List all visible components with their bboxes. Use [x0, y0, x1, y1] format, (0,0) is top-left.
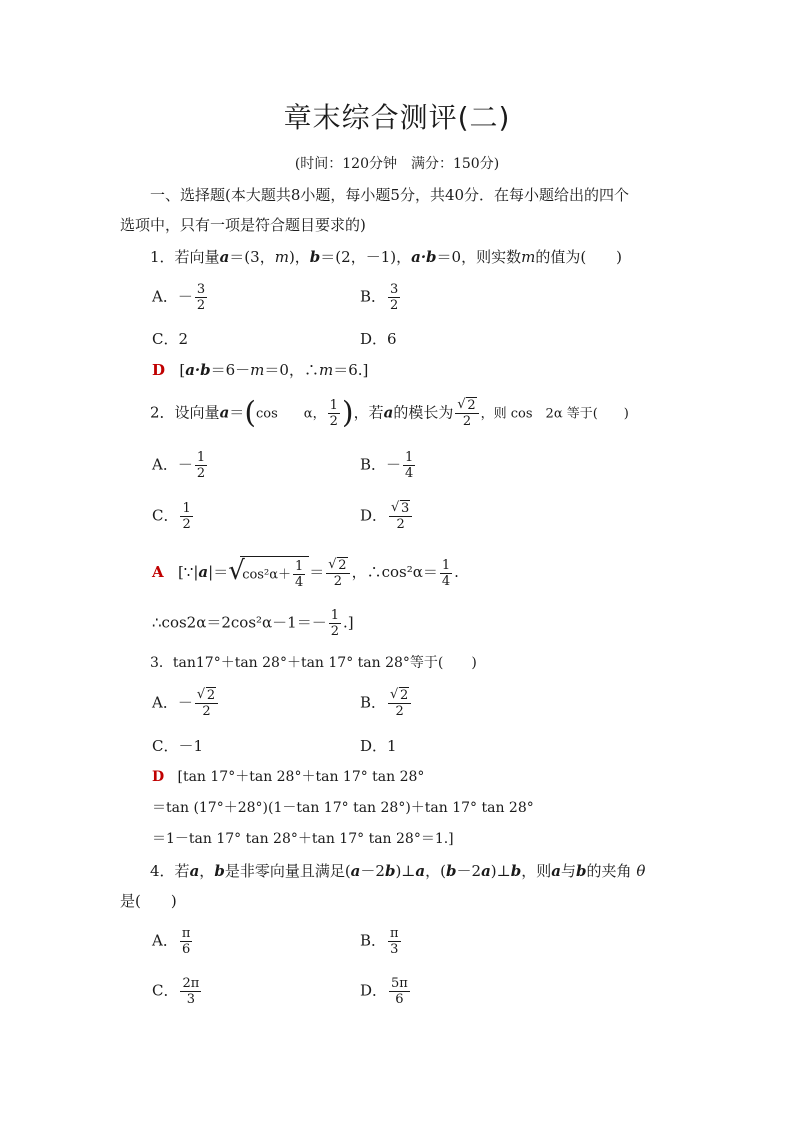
denominator: 2: [390, 298, 399, 313]
q4-vector: a: [350, 862, 361, 880]
solution-vector: a: [198, 563, 209, 581]
option-label: A．: [152, 931, 178, 950]
q4-text: ，: [199, 862, 215, 880]
sqrt: [228, 556, 309, 590]
q4-vector: b: [214, 862, 225, 880]
q1-number: 1．: [150, 248, 175, 266]
q2-option-a: [152, 450, 209, 481]
denominator: 3: [390, 942, 399, 957]
numerator: 1: [182, 501, 191, 516]
q3-option-d: D．1: [360, 737, 397, 755]
solution-text: ，∴cos²α＝: [351, 563, 438, 581]
q4-text: )⊥: [490, 862, 511, 880]
solution-text: [∵|: [177, 563, 199, 581]
q4-text: －2: [360, 862, 385, 880]
radicand: [240, 556, 309, 590]
q1-var-m: m: [274, 248, 289, 266]
question-2: [150, 395, 629, 431]
denominator: 4: [294, 575, 304, 590]
right-paren: ): [341, 395, 354, 431]
q2-number: 2．: [150, 403, 175, 422]
option-sign: －: [177, 693, 193, 712]
question-3: 3．tan17°＋tan 28°＋tan 17° tan 28°等于( ): [150, 655, 477, 671]
fraction: [455, 398, 478, 429]
denominator: 4: [441, 573, 451, 589]
solution-var: m: [318, 361, 334, 379]
option-label: C．: [152, 506, 179, 525]
sqrt: [328, 558, 347, 573]
denominator: 4: [405, 466, 414, 481]
q2-text: 的模长为: [393, 403, 454, 422]
q2-text: ＝: [229, 403, 245, 422]
denominator: 2: [202, 704, 211, 719]
q4-option-d: [360, 976, 412, 1007]
radicand: 2: [338, 557, 347, 573]
solution-var: m: [250, 361, 265, 379]
q1-text: 的值为( ): [535, 248, 623, 266]
solution-text: ＝6－: [210, 361, 251, 379]
option-sign: －: [177, 287, 193, 306]
denominator: 2: [196, 466, 206, 481]
q3-option-a: [152, 688, 220, 719]
q4-text: 是非零向量且满足(: [224, 862, 351, 880]
radicand: 3: [401, 501, 410, 516]
sqrt: [197, 688, 216, 703]
q1-text: 若向量: [174, 248, 220, 266]
section-intro-line1: 一、选择题(本大题共8小题，每小题5分，共40分．在每小题给出的四个: [150, 186, 630, 204]
option-label: B．: [360, 931, 387, 950]
fraction: [180, 926, 193, 957]
question-4: [150, 860, 645, 882]
fraction: [329, 608, 341, 639]
fraction: [195, 282, 207, 313]
numerator: π: [181, 926, 191, 941]
fraction: [403, 450, 415, 481]
solution-text: ∴cos2α＝2cos²α－1＝－: [152, 613, 327, 632]
q2-cos: cos α，: [256, 406, 326, 422]
denominator: 2: [462, 414, 472, 429]
option-label: B．: [360, 693, 387, 712]
q4-vector: a: [551, 862, 562, 880]
question-1: [150, 246, 622, 268]
denominator: 2: [182, 517, 191, 532]
radicand: 2: [206, 688, 216, 703]
q4-text: )⊥: [395, 862, 416, 880]
numerator: 1: [405, 450, 414, 465]
fraction: [180, 976, 201, 1007]
numerator: π: [390, 926, 399, 941]
option-sign: －: [177, 455, 193, 474]
numerator: 1: [196, 450, 206, 465]
answer-letter: A: [152, 563, 164, 581]
q2-text: ，若: [353, 403, 384, 422]
q1-text: ＝(2，－1)，: [320, 248, 412, 266]
fraction: [195, 450, 207, 481]
numerator: [389, 501, 412, 517]
solution-text: ＝: [309, 563, 325, 581]
q3-solution-line3: ＝1－tan 17° tan 28°＋tan 17° tan 28°＝1.]: [152, 831, 454, 847]
option-label: A．: [152, 455, 178, 474]
q2-text: ，则 cos 2α 等于( ): [480, 406, 629, 422]
numerator: 1: [441, 557, 451, 573]
q4-vector: a: [415, 862, 426, 880]
q4-theta: θ: [636, 862, 646, 880]
solution-text: ＝0，∴: [264, 361, 319, 379]
solution-text: .: [454, 563, 459, 581]
denominator: 6: [181, 942, 191, 957]
option-label: A．: [152, 693, 178, 712]
solution-text: .]: [343, 613, 354, 632]
option-label: B．: [360, 455, 387, 474]
q2-solution-line1: [152, 556, 459, 590]
q4-vector: a: [189, 862, 200, 880]
q2-option-b: [360, 450, 417, 481]
fraction: [388, 688, 411, 719]
fraction: [180, 501, 192, 532]
q1-option-c: C．2: [152, 330, 189, 348]
left-paren: (: [244, 395, 257, 431]
numerator: 3: [390, 282, 399, 297]
numerator: [195, 688, 218, 704]
q1-option-a: [152, 282, 209, 313]
q4-line2: 是( ): [120, 892, 177, 910]
q1-text: ＝0，则实数: [436, 248, 522, 266]
solution-text: |＝: [208, 563, 229, 581]
sqrt: [457, 398, 476, 413]
q2-solution-line2: [152, 608, 354, 639]
denominator: 2: [196, 298, 206, 313]
q4-vector: a: [481, 862, 491, 880]
section-intro-line2: 选项中，只有一项是符合题目要求的): [120, 216, 366, 234]
q3-solution-line1: [152, 766, 424, 788]
q4-option-a: [152, 926, 194, 957]
denominator: 6: [395, 992, 404, 1007]
q4-text: 与: [561, 862, 577, 880]
fraction: [326, 558, 349, 589]
solution-dot-product: a·b: [185, 361, 211, 379]
exam-info: (时间：120分钟 满分：150分): [294, 156, 500, 172]
option-sign: －: [386, 455, 402, 474]
numerator: [455, 398, 478, 414]
fraction: [328, 398, 340, 429]
q1-text: )，: [288, 248, 310, 266]
q4-option-b: [360, 926, 403, 957]
option-label: D．: [360, 506, 388, 525]
fraction: [293, 559, 305, 590]
q4-vector: b: [576, 862, 587, 880]
denominator: 2: [333, 573, 343, 589]
q1-vector-a: a: [219, 248, 230, 266]
option-label: C．: [152, 981, 179, 1000]
q4-option-c: [152, 976, 203, 1007]
sqrt: [390, 688, 409, 703]
q3-solution-line2: ＝tan (17°＋28°)(1－tan 17° tan 28°)＋tan 17° tan 28°: [152, 800, 534, 816]
option-label: D．: [360, 981, 388, 1000]
q4-vector: b: [510, 862, 522, 880]
denominator: 2: [395, 704, 404, 719]
q1-solution: [152, 359, 368, 381]
fraction: [389, 976, 410, 1007]
numerator: 5π: [391, 976, 408, 991]
radicand-text: cos²α＋: [242, 567, 291, 583]
numerator: [326, 558, 349, 574]
q1-text: ＝(3，: [229, 248, 275, 266]
solution-text: ＝6.]: [333, 361, 369, 379]
sqrt: [391, 501, 410, 516]
q2-vector-a: a: [383, 403, 394, 422]
q4-vector: b: [446, 862, 457, 880]
q3-option-b: [360, 688, 413, 719]
fraction: [388, 282, 400, 313]
numerator: 1: [294, 559, 304, 574]
option-label: B．: [360, 287, 387, 306]
fraction: [388, 926, 401, 957]
numerator: 1: [330, 608, 339, 623]
denominator: 2: [329, 414, 338, 429]
q1-option-d: D．6: [360, 330, 397, 348]
denominator: 2: [330, 624, 339, 639]
q4-vector: b: [384, 862, 396, 880]
q4-text: 若: [174, 862, 190, 880]
numerator: 2π: [182, 976, 200, 991]
q4-text: ，则: [521, 862, 552, 880]
radicand: 2: [467, 398, 476, 413]
numerator: 3: [196, 282, 206, 297]
q1-var-m: m: [521, 248, 536, 266]
q4-number: 4．: [150, 862, 175, 880]
q1-option-b: [360, 282, 402, 313]
q3-option-c: C．－1: [152, 737, 204, 755]
denominator: 3: [186, 992, 196, 1007]
answer-letter: D: [152, 361, 166, 379]
numerator: 1: [329, 398, 338, 413]
page-title: 章末综合测评(二): [283, 101, 511, 134]
q2-option-c: [152, 501, 195, 532]
numerator: [388, 688, 411, 704]
fraction: [389, 501, 412, 532]
q1-vector-b: b: [309, 248, 321, 266]
q2-vector-a: a: [219, 403, 230, 422]
solution-text: [tan 17°＋tan 28°＋tan 17° tan 28°: [177, 769, 425, 785]
q4-text: ，(: [425, 862, 447, 880]
fraction: [440, 558, 452, 589]
fraction: [195, 688, 218, 719]
q1-dot-product: a·b: [411, 248, 437, 266]
q2-option-d: [360, 501, 414, 532]
q2-text: 设向量: [174, 403, 220, 422]
answer-letter: D: [152, 769, 165, 785]
q4-text: 的夹角: [586, 862, 632, 880]
q4-text: －2: [456, 862, 482, 880]
option-label: A．: [152, 287, 178, 306]
radicand: 2: [400, 688, 409, 703]
denominator: 2: [396, 517, 405, 532]
solution-text: [: [179, 361, 186, 379]
